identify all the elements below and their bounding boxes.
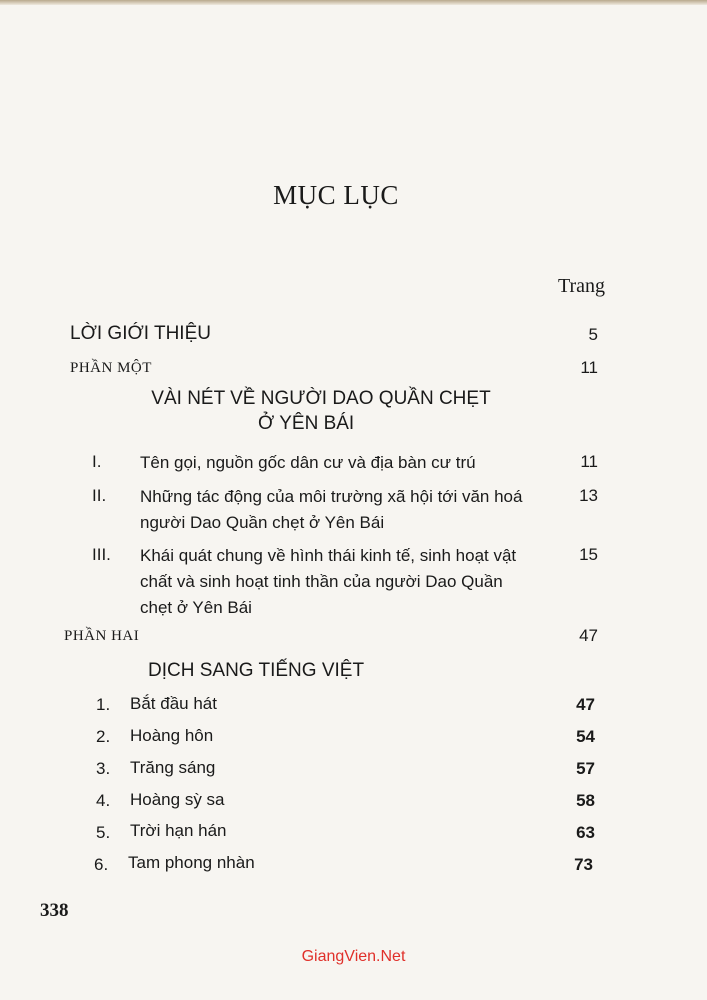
toc-item-line: Bắt đầu hát — [130, 694, 217, 713]
part-two-label: PHẦN HAI — [64, 628, 140, 644]
toc-item-number: II. — [92, 486, 107, 505]
toc-item-number: III. — [92, 545, 111, 564]
toc-entry-intro-label: LỜI GIỚI THIỆU — [70, 323, 211, 344]
toc-item-number: 1. — [96, 695, 111, 714]
toc-item-number: 5. — [96, 823, 111, 842]
toc-item-number: 4. — [96, 791, 111, 810]
part-two-page: 47 — [579, 626, 598, 645]
toc-item-page: 54 — [576, 727, 595, 746]
toc-item-line: chất và sinh hoạt tinh thần của người Dao Quần — [140, 572, 503, 591]
toc-item-line: Trời hạn hán — [130, 821, 227, 840]
toc-item-line: Tam phong nhàn — [128, 853, 255, 872]
toc-item-page: 58 — [576, 791, 595, 810]
toc-item-line: Những tác động của môi trường xã hội tới văn hoá — [140, 487, 523, 506]
toc-item-line: chẹt ở Yên Bái — [140, 598, 252, 617]
toc-item-page: 63 — [576, 823, 595, 842]
toc-item-page: 11 — [580, 452, 598, 471]
toc-item-number: 6. — [94, 855, 109, 874]
page-column-header: Trang — [558, 275, 606, 297]
toc-item-page: 73 — [574, 855, 593, 874]
toc-item-page: 47 — [576, 695, 595, 714]
part-two-title: DỊCH SANG TIẾNG VIỆT — [148, 660, 365, 681]
watermark-link[interactable]: GiangVien.Net — [301, 948, 406, 965]
toc-entry-intro-page: 5 — [588, 325, 598, 344]
part-one-title-line2: Ở YÊN BÁI — [258, 413, 355, 434]
page-number: 338 — [40, 900, 69, 921]
toc-item-page: 57 — [576, 759, 595, 778]
toc-item-line: Khái quát chung về hình thái kinh tế, sinh hoạt vật — [140, 546, 517, 565]
toc-item-line: Hoàng hôn — [130, 726, 214, 745]
toc-item-line: người Dao Quần chẹt ở Yên Bái — [140, 513, 385, 532]
page-title: MỤC LỤC — [273, 180, 399, 210]
part-one-label: PHẦN MỘT — [70, 360, 152, 376]
part-one-title-line1: VÀI NÉT VỀ NGƯỜI DAO QUẦN CHẸT — [151, 388, 491, 409]
page-top-edge — [0, 0, 707, 5]
part-one-page: 11 — [580, 358, 598, 377]
toc-item-page: 13 — [579, 486, 598, 505]
toc-item-line: Tên gọi, nguồn gốc dân cư và địa bàn cư trú — [140, 453, 476, 472]
toc-item-number: 3. — [96, 759, 111, 778]
toc-item-page: 15 — [579, 545, 598, 564]
toc-item-number: 2. — [96, 727, 111, 746]
toc-item-line: Hoàng sỳ sa — [130, 790, 225, 809]
toc-item-number: I. — [92, 452, 102, 471]
toc-item-line: Trăng sáng — [130, 758, 216, 777]
